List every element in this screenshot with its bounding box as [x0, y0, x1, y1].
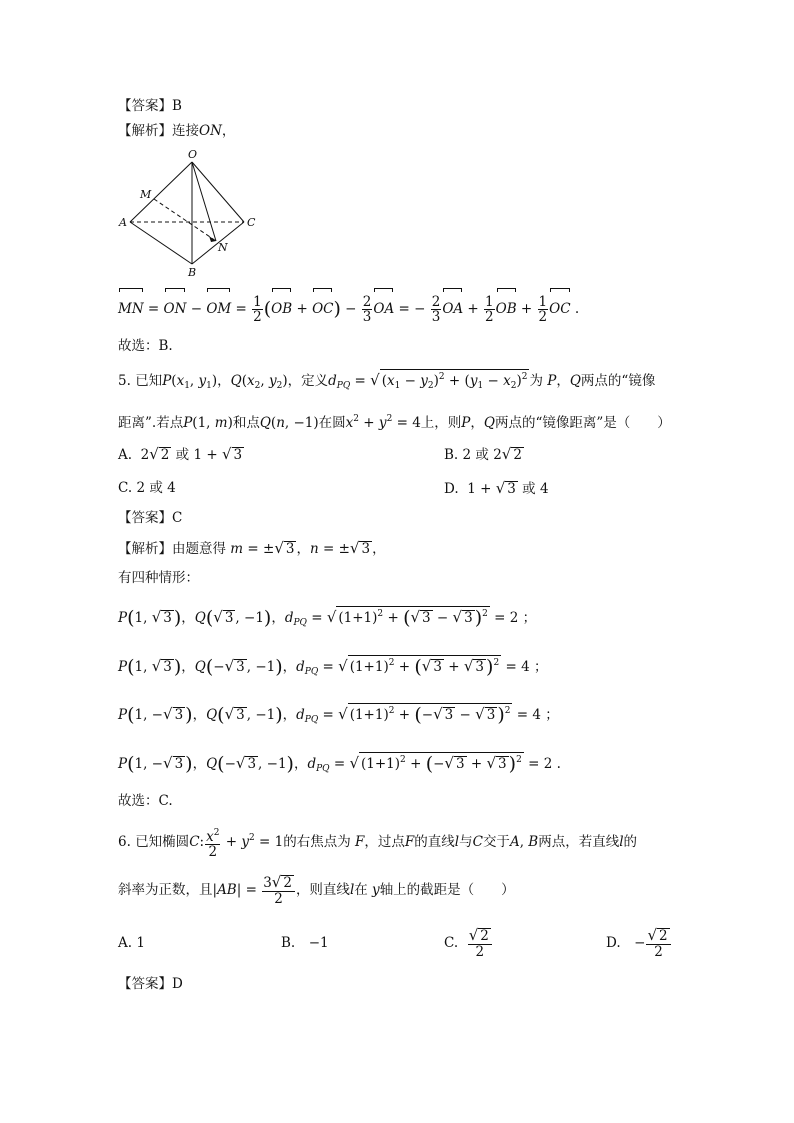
q4-conclusion: 故选：B.	[118, 338, 173, 354]
q5-case-2: P(1, √ 3 )，Q(−√ 3 , −1)，$d_{PQ}$ = √ $(1+1)^2$ + (√ 3 + √ 3 )$^2$ = 4 ；	[118, 656, 548, 678]
label-O: O	[188, 148, 198, 161]
q5-case-1: P(1, √ 3 )，Q(√ 3 , −1)，$d_{PQ}$ = √ $(1+1)^2$ + (√ 3 − √ 3 )$^2$ = 2 ；	[118, 607, 537, 629]
label-B: B	[188, 266, 197, 278]
q6-stem-line2: 斜率为正数，且|AB| = $\frac{3√ 2}{2}$ ，则直线l在 y轴上的截距是（ ）	[118, 873, 515, 907]
q4-answer	[118, 96, 182, 116]
q4-vector-equation: MN = ON − OM = $\frac{1}{2}$ (OB + OC) − $\frac{2}{3}$ OA = − $\frac{2}{3}$ OA + $\frac{1}{2}$ OB + $\frac{1}{2}$ OC .	[118, 288, 579, 326]
q5-option-b[interactable]: B. 2 或 2√ 2	[444, 445, 522, 463]
tetrahedron-figure	[110, 146, 270, 278]
label-C: C	[247, 216, 256, 229]
q5-case-4: P(1, −√ 3 )，Q(−√ 3 , −1)，$d_{PQ}$ = √ $(1+1)^2$ + (−√ 3 + √ 3 )$^2$ = 2 .	[118, 753, 561, 775]
q5-stem-line1: 5. 已知$P(x_1$, $y_1$)，$Q(x_2$, $y_2$)，定义$d_{PQ}$ = √ $(x_1 - y_2)^2 + (y_1 - x_2)^2$ 为 P，Q两点的“镜像	[118, 367, 655, 399]
q4-answer-label: 【答案】B	[118, 98, 182, 114]
q6-stem-line1: 6. 已知椭圆C: $\frac{x^2}{2}$ + $y^2 = 1$的右焦点为 F，过点F的直线l与C交于A, B两点，若直线l的	[118, 828, 638, 860]
q6-option-b[interactable]: B. −1	[281, 935, 329, 951]
q5-stem-line2: 距离”.若点P(1, m)和点Q(n, −1)在圆$x^2 + y^2 = 4$上，则P，Q两点的“镜像距离”是（ ）	[118, 414, 671, 431]
q5-option-a[interactable]: A. 2√ 2 或 1 + √ 3	[118, 445, 243, 463]
q5-option-c[interactable]: C. 2 或 4	[118, 480, 176, 496]
q5-answer: 【答案】C	[118, 510, 183, 526]
label-N: N	[218, 241, 228, 254]
q5-case-3: P(1, −√ 3 )，Q(√ 3 , −1)，$d_{PQ}$ = √ $(1+1)^2$ + (−√ 3 − √ 3 )$^2$ = 4 ；	[118, 704, 559, 726]
q5-analysis: 【解析】由题意得 m = ±√ 3 ，n = ±√ 3 ，	[118, 539, 386, 557]
q4-analysis: 【解析】连接ON，	[118, 123, 236, 139]
q6-option-d[interactable]: D. − $\frac{√ 2}{2}$	[606, 926, 672, 960]
label-A: A	[119, 216, 127, 229]
q6-answer: 【答案】D	[118, 976, 183, 992]
q5-number: 5.	[118, 373, 131, 389]
q5-option-d[interactable]: D. 1 + √ 3 或 4	[444, 479, 549, 497]
q6-option-c[interactable]: C. $\frac{√ 2}{2}$	[444, 926, 493, 960]
q6-option-a[interactable]: A. 1	[118, 935, 145, 951]
q5-four-cases: 有四种情形：	[118, 570, 199, 586]
q5-conclusion: 故选：C.	[118, 793, 173, 809]
q4-analysis-label: 【解析】	[118, 123, 172, 139]
label-M: M	[140, 188, 152, 201]
